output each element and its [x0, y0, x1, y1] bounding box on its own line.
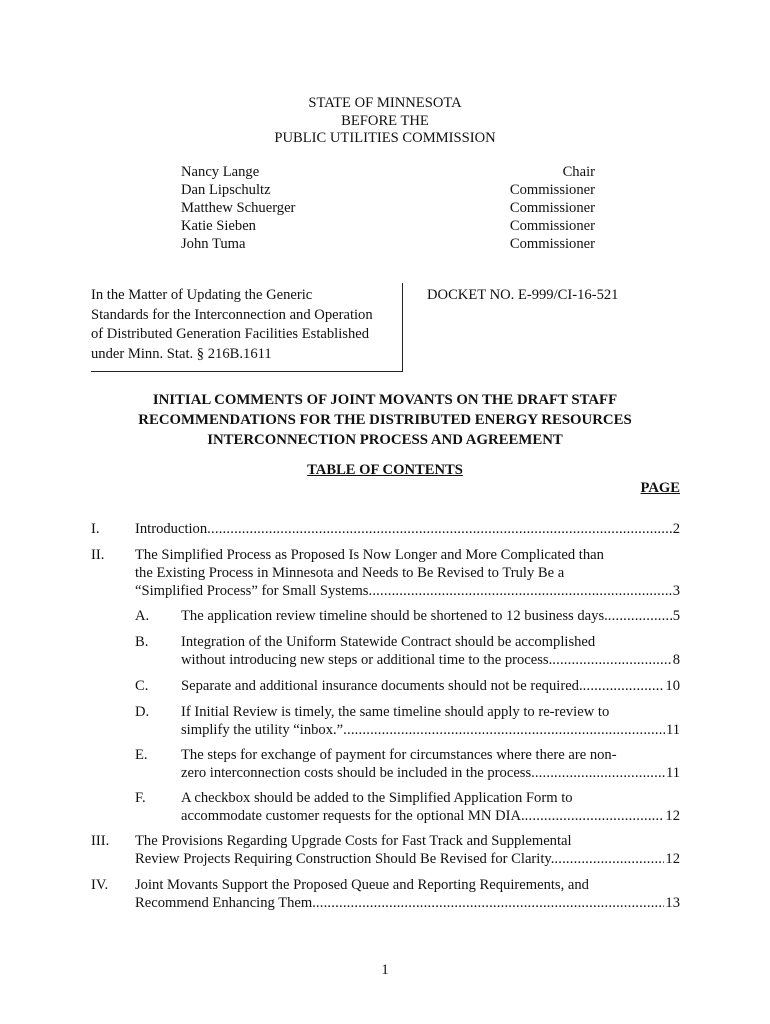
matter-line: under Minn. Stat. § 216B.1611: [91, 345, 272, 362]
matter-line: of Distributed Generation Facilities Established: [91, 326, 370, 342]
document-header: [0, 95, 770, 148]
toc-page-label: PAGE: [640, 480, 680, 496]
matter-line: In the Matter of Updating the Generic: [91, 287, 313, 303]
member-role: Commissioner: [509, 218, 595, 234]
toc-heading: TABLE OF CONTENTS: [307, 462, 463, 478]
toc-entry-insurance-documents[interactable]: [181, 677, 680, 695]
toc-entry-number: E.: [135, 747, 148, 763]
toc-entry-upgrade-costs[interactable]: [135, 832, 680, 868]
toc-entry-page: 2: [672, 521, 680, 537]
matter-caption: [91, 286, 396, 364]
toc-entry-simplified-process[interactable]: [135, 546, 680, 600]
toc-entry-page: 12: [665, 808, 680, 824]
toc-entry-page: 13: [665, 895, 680, 911]
member-name: Katie Sieben: [181, 218, 256, 234]
member-name: John Tuma: [181, 236, 246, 252]
toc-entry-uniform-contract[interactable]: [181, 633, 680, 669]
toc-entry-number: III.: [91, 833, 110, 849]
toc-entry-text: simplify the utility “inbox.”: [181, 722, 344, 738]
commission-member: [181, 217, 595, 235]
toc-entry-text: The steps for exchange of payment for circumstances where there are non-: [181, 747, 617, 763]
toc-entry-text: Joint Movants Support the Proposed Queue and Reporting Requirements, and: [135, 877, 589, 893]
caption-vertical-rule: [402, 283, 403, 371]
toc-entry-queue-reporting[interactable]: [135, 876, 680, 912]
toc-entry-text: Separate and additional insurance documents should not be required.: [181, 678, 583, 694]
toc-entry-number: II.: [91, 547, 105, 563]
commission-member: [181, 235, 595, 253]
toc-entry-payment-exchange[interactable]: [181, 746, 680, 782]
toc-entry-number: F.: [135, 790, 146, 806]
toc-entry-text: “Simplified Process” for Small Systems: [135, 583, 369, 599]
member-name: Dan Lipschultz: [181, 182, 271, 198]
toc-entry-introduction[interactable]: [135, 520, 680, 538]
toc-entry-number: A.: [135, 608, 150, 624]
caption-horizontal-rule: [91, 371, 403, 372]
toc-entry-page: 11: [665, 765, 680, 781]
header-commission: PUBLIC UTILITIES COMMISSION: [274, 130, 496, 146]
toc-entry-number: C.: [135, 678, 149, 694]
toc-entry-text: zero interconnection costs should be included in the process.: [181, 765, 535, 781]
toc-entry-checkbox[interactable]: [181, 789, 680, 825]
toc-entry-number: IV.: [91, 877, 109, 893]
toc-entry-page: 12: [665, 851, 680, 867]
toc-entry-page: 5: [672, 608, 680, 624]
toc-entry-text: The Provisions Regarding Upgrade Costs for Fast Track and Supplemental: [135, 833, 572, 849]
document-title: [0, 390, 770, 450]
matter-line: Standards for the Interconnection and Operation: [91, 306, 373, 323]
member-role: Commissioner: [509, 236, 595, 252]
docket-number: DOCKET NO. E-999/CI-16-521: [427, 287, 619, 303]
page-number: 1: [381, 962, 389, 978]
toc-entry-page: 3: [672, 583, 680, 599]
commission-member: [181, 181, 595, 199]
toc-entry-page: 8: [672, 652, 680, 668]
commission-member: [181, 163, 595, 181]
toc-entry-text: If Initial Review is timely, the same timeline should apply to re-review to: [181, 704, 610, 720]
member-name: Matthew Schuerger: [181, 200, 296, 216]
toc-entry-text: without introducing new steps or additional time to the process.: [181, 652, 553, 668]
toc-entry-text: Review Projects Requiring Construction Should Be Revised for Clarity.: [135, 851, 555, 867]
member-role: Commissioner: [509, 182, 595, 198]
toc-entry-review-timeline[interactable]: [181, 607, 680, 625]
toc-entry-text: A checkbox should be added to the Simplified Application Form to: [181, 790, 573, 806]
toc-entry-text: Integration of the Uniform Statewide Contract should be accomplished: [181, 634, 596, 650]
member-role: Commissioner: [509, 200, 595, 216]
toc-entry-text: the Existing Process in Minnesota and Needs to Be Revised to Truly Be a: [135, 565, 565, 581]
member-role: Chair: [562, 164, 595, 180]
title-line: INITIAL COMMENTS OF JOINT MOVANTS ON THE DRAFT STAFF: [152, 392, 618, 408]
toc-entry-number: D.: [135, 704, 150, 720]
commission-member: [181, 199, 595, 217]
header-before: BEFORE THE: [341, 112, 429, 129]
toc-entry-number: I.: [91, 521, 100, 537]
toc-entry-text: Introduction: [135, 521, 208, 537]
toc-entry-number: B.: [135, 634, 149, 650]
toc-entry-text: The Simplified Process as Proposed Is Now Longer and More Complicated than: [135, 547, 604, 563]
member-name: Nancy Lange: [181, 164, 260, 180]
toc-entry-text: accommodate customer requests for the optional MN DIA.: [181, 808, 525, 824]
toc-entry-text: Recommend Enhancing Them.: [135, 895, 316, 911]
title-line: INTERCONNECTION PROCESS AND AGREEMENT: [207, 432, 563, 448]
toc-entry-re-review[interactable]: [181, 703, 680, 739]
toc-entry-text: The application review timeline should be shortened to 12 business days.: [181, 608, 608, 624]
toc-entry-page: 11: [665, 722, 680, 738]
toc-entry-page: 10: [665, 678, 680, 694]
header-state: STATE OF MINNESOTA: [308, 95, 462, 111]
title-line: RECOMMENDATIONS FOR THE DISTRIBUTED ENERGY RESOURCES: [138, 412, 632, 428]
